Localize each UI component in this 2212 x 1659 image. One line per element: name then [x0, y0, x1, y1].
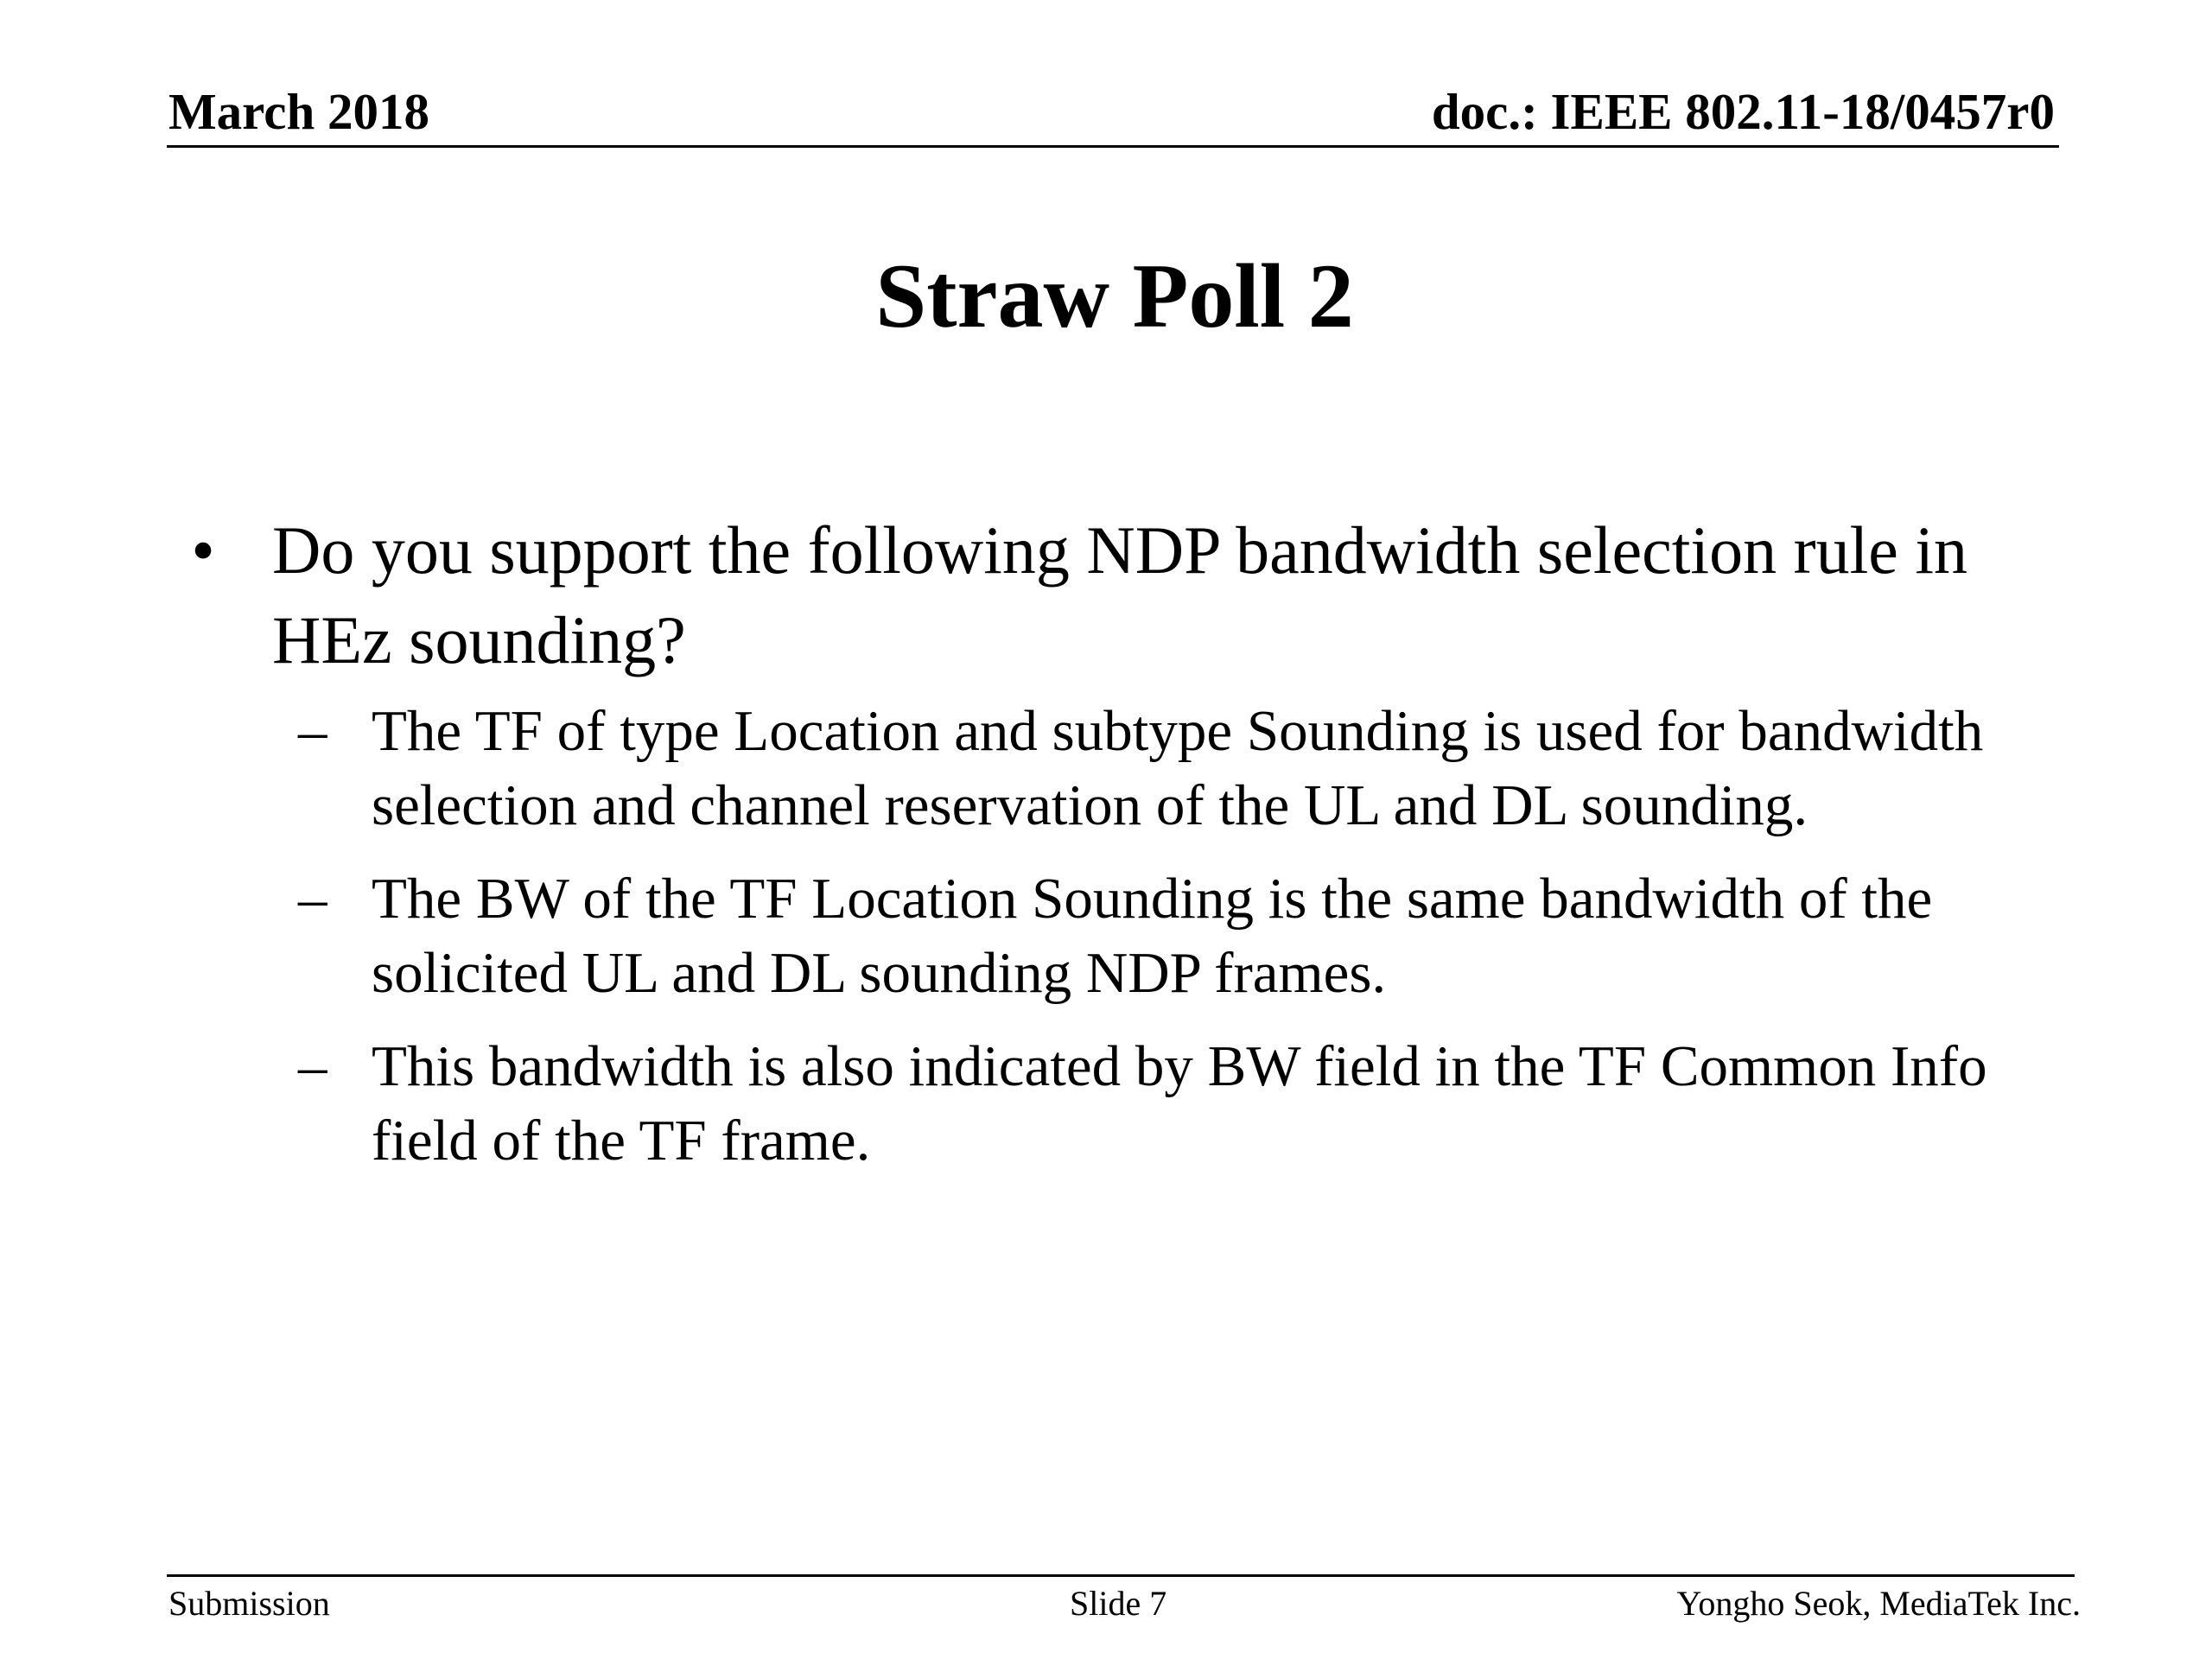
dash-marker: – — [298, 867, 327, 931]
footer-slide-number: Slide 7 — [1070, 1584, 1167, 1623]
header-doc-id: doc.: IEEE 802.11-18/0457r0 — [1431, 83, 2055, 140]
sub-bullet-text: This bandwidth is also indicated by BW field in the TF Common Info field of the TF frame. — [372, 1034, 1987, 1173]
sub-bullet-list — [181, 694, 2048, 1178]
header-divider — [167, 145, 2059, 148]
slide-title: Straw Poll 2 — [875, 245, 1354, 346]
bullet-marker: • — [191, 512, 215, 588]
footer-author: Yongho Seok, MediaTek Inc. — [1676, 1584, 2081, 1623]
dash-marker: – — [298, 699, 327, 763]
sub-bullet-text: The TF of type Location and subtype Sounding is used for bandwidth selection and channel reservation of the UL and DL sounding. — [372, 699, 1984, 837]
sub-bullet-text: The BW of the TF Location Sounding is the same bandwidth of the solicited UL and DL sounding NDP frames. — [372, 867, 1933, 1005]
footer-submission: Submission — [168, 1584, 330, 1623]
sub-bullet-item — [181, 694, 2048, 842]
dash-marker: – — [298, 1034, 327, 1098]
sub-bullet-item — [181, 1029, 2048, 1178]
slide-content — [181, 505, 2048, 1197]
header-date: March 2018 — [168, 83, 430, 140]
footer-divider — [167, 1574, 2075, 1577]
bullet-item — [181, 505, 2048, 685]
bullet-text: Do you support the following NDP bandwidth selection rule in HEz sounding? — [272, 512, 1968, 677]
sub-bullet-item — [181, 861, 2048, 1010]
